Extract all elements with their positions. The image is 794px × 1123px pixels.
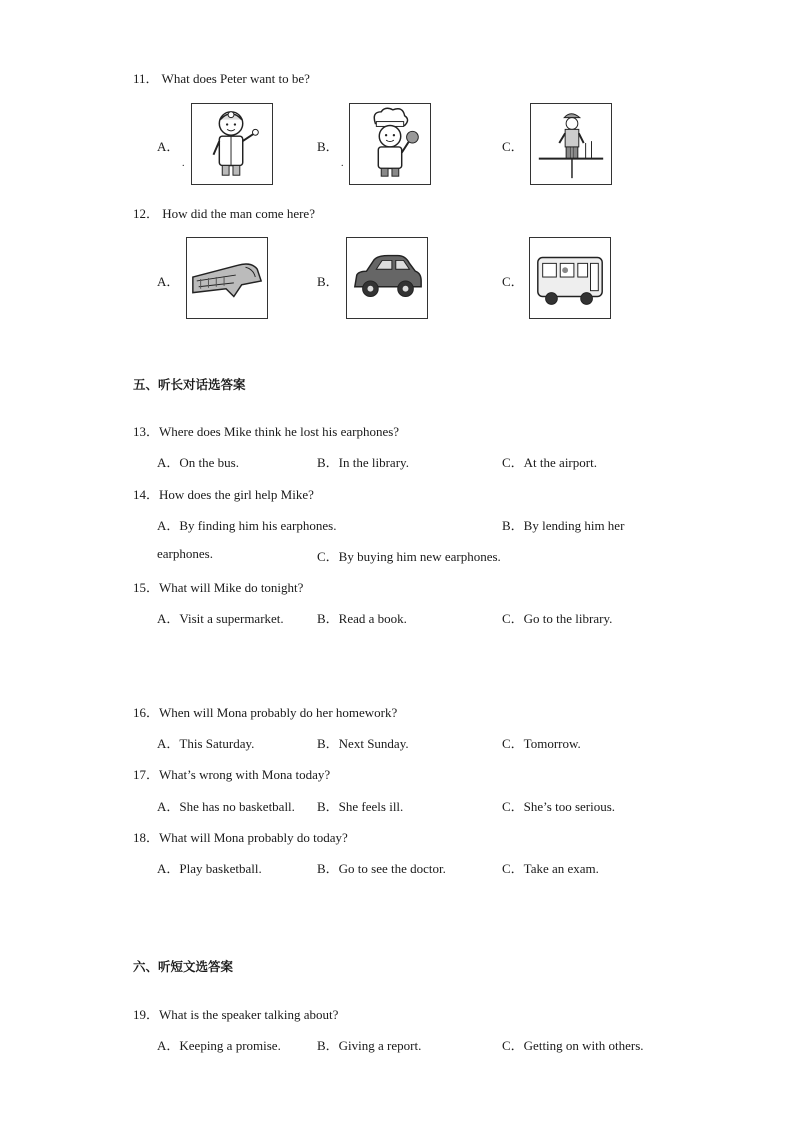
option-c[interactable]: C．Take an exam. — [502, 861, 599, 876]
option-b[interactable]: B．Read a book. — [317, 611, 407, 626]
option-c-label[interactable]: C． — [502, 139, 524, 154]
option-a[interactable]: A．Play basketball. — [157, 861, 262, 876]
question-text: What does Peter want to be? — [161, 71, 310, 86]
bus-icon — [530, 238, 610, 318]
chef-image[interactable] — [349, 103, 431, 185]
option-b[interactable]: B．Next Sunday. — [317, 736, 409, 751]
question-19: 19．What is the speaker talking about? — [133, 1007, 339, 1022]
train-image[interactable] — [186, 237, 268, 319]
question-number: 11． — [133, 71, 159, 86]
car-image[interactable] — [346, 237, 428, 319]
option-c[interactable]: C．Go to the library. — [502, 611, 613, 626]
question-12 — [133, 203, 315, 222]
question-14: 14．How does the girl help Mike? — [133, 487, 314, 502]
option-c[interactable]: C．By buying him new earphones. — [317, 549, 501, 564]
option-c[interactable]: C．She’s too serious. — [502, 799, 616, 814]
question-text: How did the man come here? — [162, 206, 315, 221]
option-a[interactable]: A．By finding him his earphones. — [157, 518, 337, 533]
worker-image[interactable] — [530, 103, 612, 185]
section-six-heading: 六、听短文选答案 — [133, 959, 234, 974]
option-b[interactable]: B．She feels ill. — [317, 799, 404, 814]
question-17: 17．What’s wrong with Mona today? — [133, 767, 331, 782]
option-b-label[interactable]: B． — [317, 139, 339, 154]
option-a-label[interactable]: A． — [157, 139, 180, 154]
dot-mark: . — [341, 158, 344, 169]
option-c[interactable]: C．At the airport. — [502, 455, 597, 470]
question-18: 18．What will Mona probably do today? — [133, 830, 348, 845]
section-five-heading: 五、听长对话选答案 — [133, 377, 246, 392]
option-c[interactable]: C．Tomorrow. — [502, 736, 581, 751]
doctor-image[interactable] — [191, 103, 273, 185]
bus-image[interactable] — [529, 237, 611, 319]
option-a[interactable]: A．Keeping a promise. — [157, 1038, 281, 1053]
option-b-continued[interactable]: earphones. — [157, 546, 213, 561]
doctor-icon — [192, 104, 272, 184]
option-a-label[interactable]: A． — [157, 274, 180, 289]
chef-icon — [350, 104, 430, 184]
option-c[interactable]: C．Getting on with others. — [502, 1038, 644, 1053]
question-15: 15．What will Mike do tonight? — [133, 580, 304, 595]
option-b[interactable]: B．Giving a report. — [317, 1038, 422, 1053]
option-a[interactable]: A．On the bus. — [157, 455, 239, 470]
option-a[interactable]: A．Visit a supermarket. — [157, 611, 284, 626]
option-b[interactable]: B．In the library. — [317, 455, 409, 470]
question-11 — [133, 68, 310, 87]
option-a[interactable]: A．This Saturday. — [157, 736, 255, 751]
worker-icon — [531, 104, 611, 184]
train-icon — [187, 238, 267, 318]
option-c-label[interactable]: C． — [502, 274, 524, 289]
question-number: 12． — [133, 206, 160, 221]
option-a[interactable]: A．She has no basketball. — [157, 799, 295, 814]
question-13: 13．Where does Mike think he lost his earphones? — [133, 424, 400, 439]
car-icon — [347, 238, 427, 318]
option-b[interactable]: B．Go to see the doctor. — [317, 861, 446, 876]
question-16: 16．When will Mona probably do her homework? — [133, 705, 398, 720]
option-b-label[interactable]: B． — [317, 274, 339, 289]
option-b[interactable]: B．By lending him her — [502, 518, 625, 533]
dot-mark: . — [182, 158, 185, 169]
